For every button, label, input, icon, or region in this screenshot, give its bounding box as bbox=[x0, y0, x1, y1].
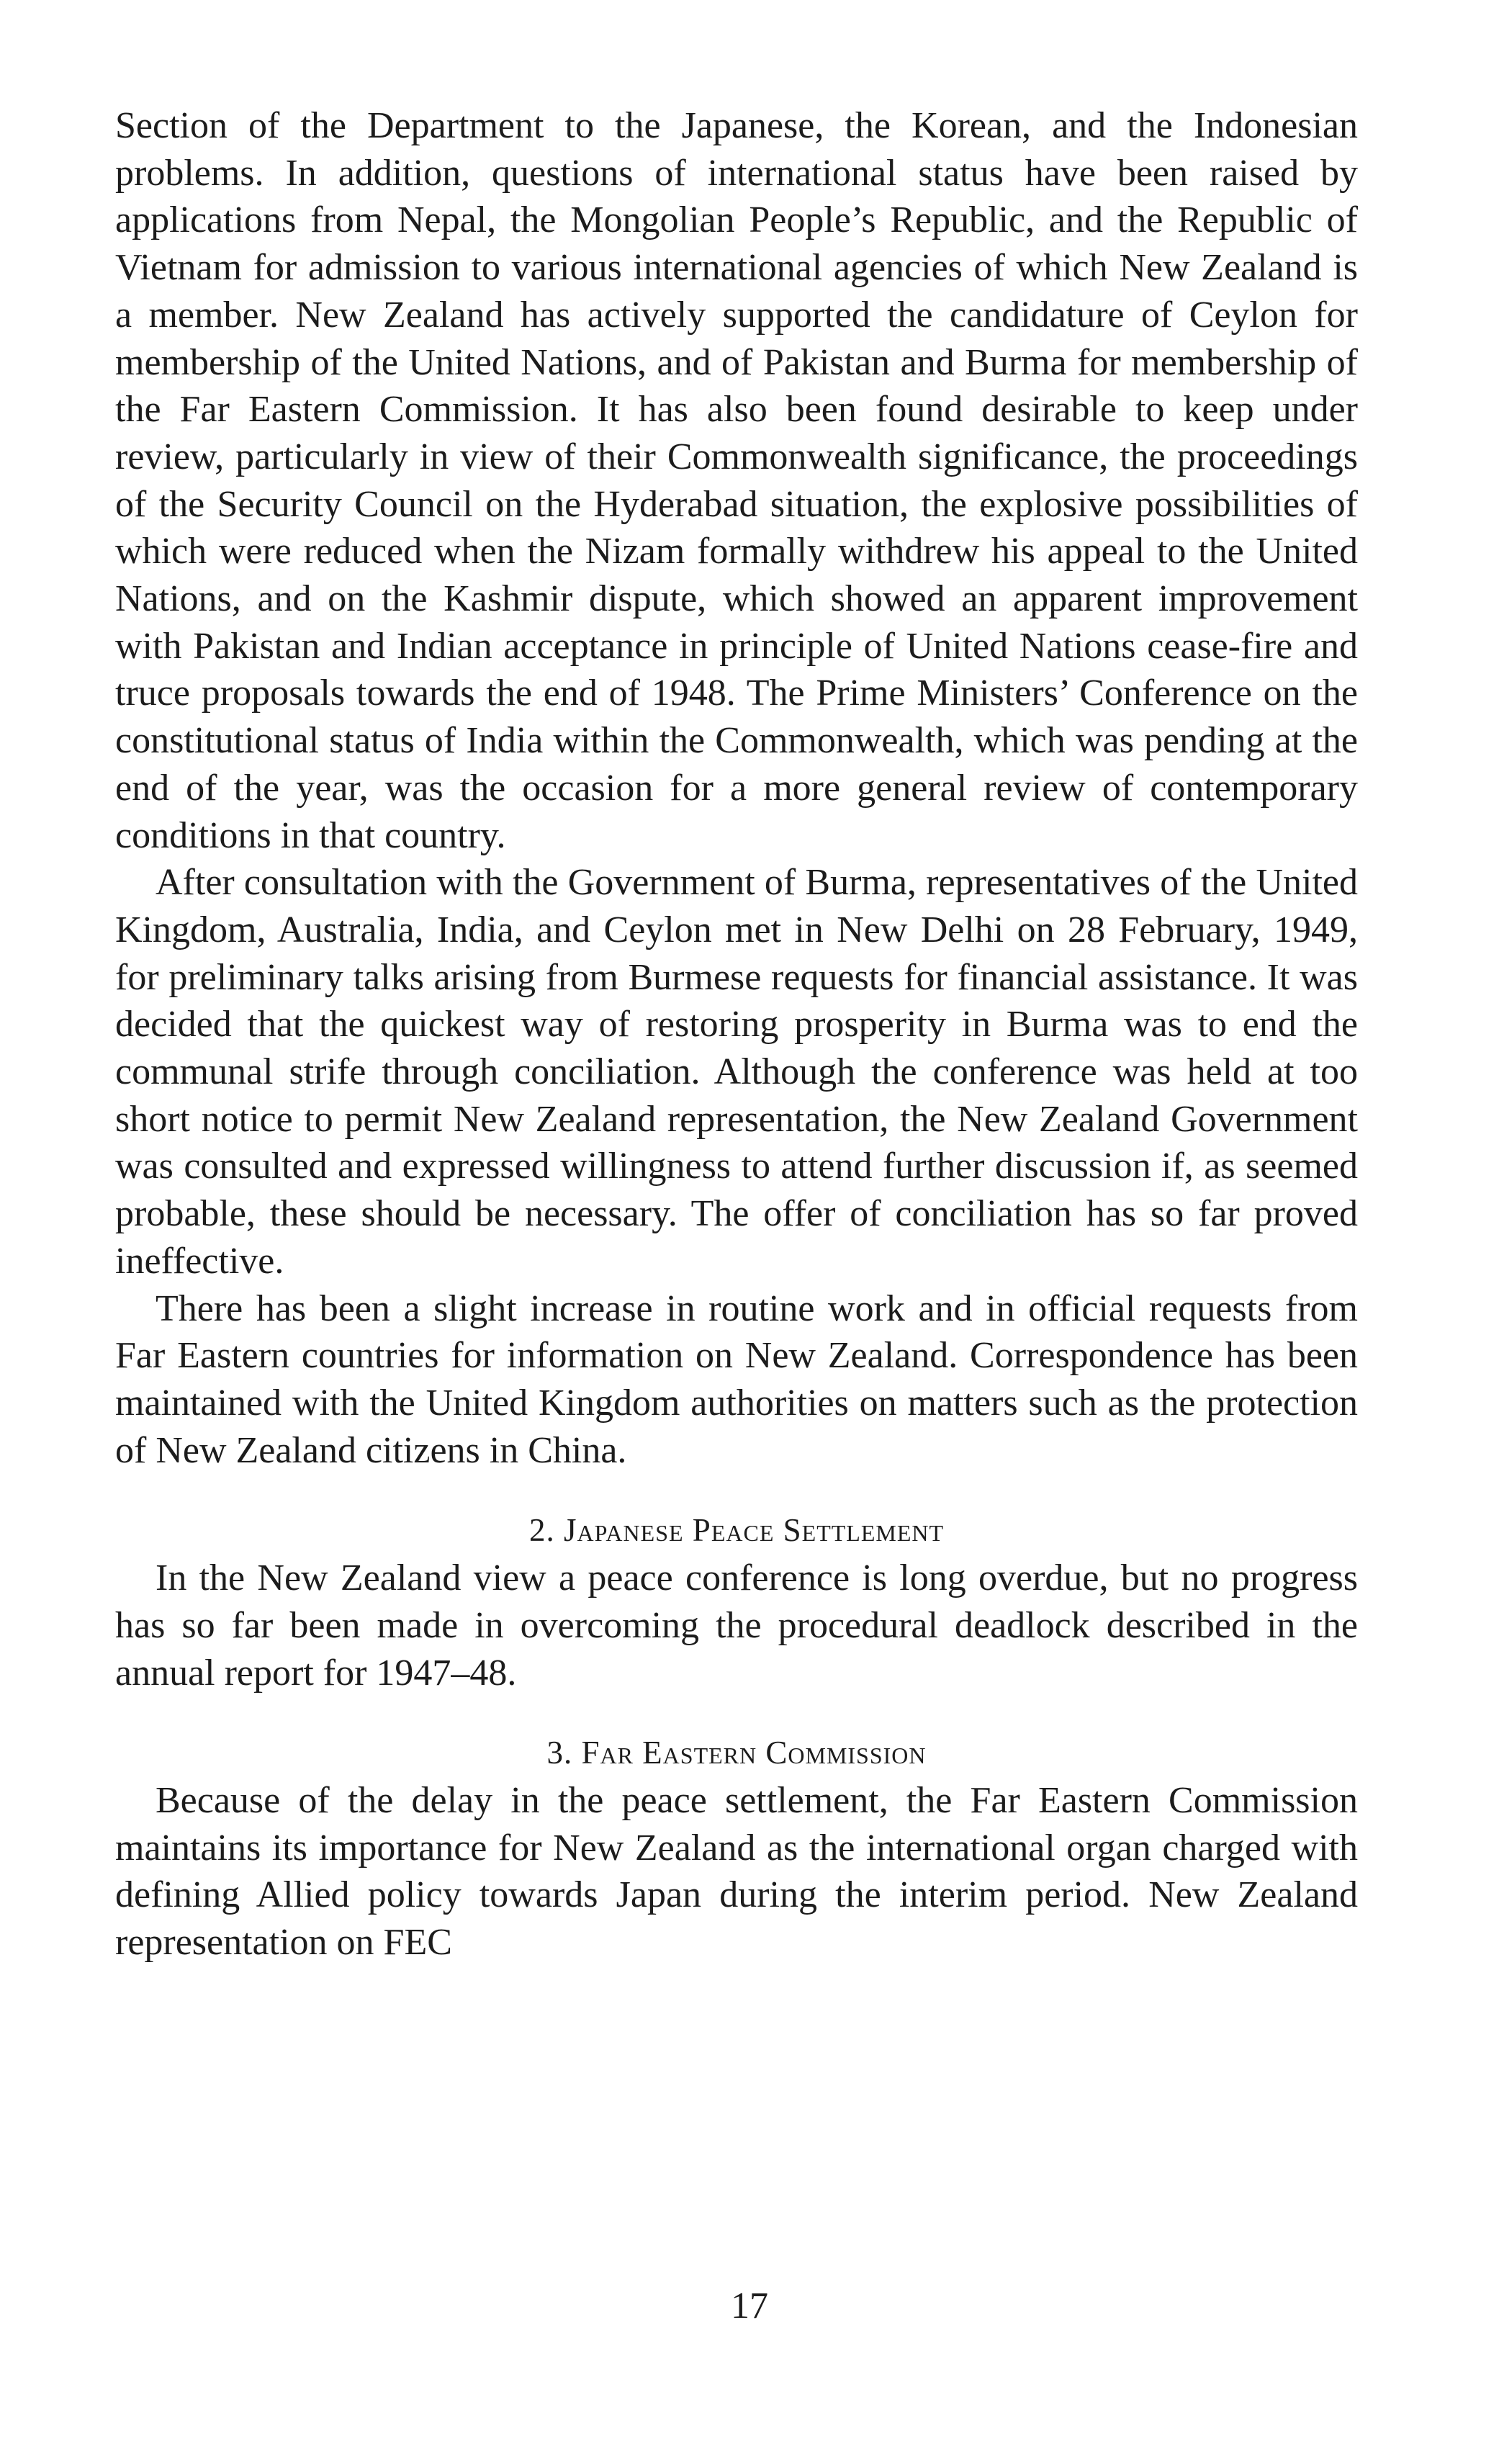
section-heading-far-eastern-commission: 3. Far Eastern Commission bbox=[546, 1735, 927, 1771]
page-body bbox=[115, 102, 1358, 1966]
paragraph-routine-work: There has been a slight increase in routine work and in official requests from Far Eastern countries for information on New Zealand. Correspondence has been maintained with the United Kingdom authorities on matters such as the protection of New Zealand citizens in China. bbox=[115, 1287, 1358, 1471]
section-heading-japanese-peace-settlement: 2. Japanese Peace Settlement bbox=[528, 1512, 945, 1549]
paragraph-peace-conference: In the New Zealand view a peace conference is long overdue, but no progress has so far been made in overcoming the procedural deadlock described in the annual report for 1947–48. bbox=[115, 1557, 1358, 1694]
paragraph-fec-importance: Because of the delay in the peace settlement, the Far Eastern Commission maintains its importance for New Zealand as the international organ charged with defining Allied policy towards Japan during the interim period. New Zealand representation on FEC bbox=[115, 1779, 1358, 1964]
paragraph-burma-talks: After consultation with the Government of Burma, representatives of the United Kingdom, Australia, India, and Ceylon met in New Delhi on 28 February, 1949, for preliminary talks arising from Burmese requests for financial assistance. It was decided that the quickest way of restoring prosperity in Burma was to end the communal strife through conciliation. Although the conference was held at too short notice to permit New Zealand representation, the New Zealand Government was consulted and expressed willingness to attend further discussion if, as seemed probable, these should be necessary. The offer of conciliation has so far proved ineffective. bbox=[115, 862, 1358, 1282]
page-number: 17 bbox=[731, 2285, 768, 2326]
paragraph-indonesian-problems: Section of the Department to the Japanese, the Korean, and the Indonesian problems. In addition, questions of international status have been raised by applications from Nepal, the Mongolian People’s Republic, and the Republic of Vietnam for admission to various international agencies of which New Zealand is a member. New Zealand has actively supported the candidature of Ceylon for membership of the United Nations, and of Pakistan and Burma for membership of the Far Eastern Commission. It has also been found desirable to keep under review, particularly in view of their Commonwealth significance, the proceedings of the Security Council on the Hyderabad situation, the explosive possibilities of which were reduced when the Nizam formally withdrew his appeal to the United Nations, and on the Kashmir dispute, which showed an apparent improvement with Pakistan and Indian acceptance in principle of United Nations cease-fire and truce proposals towards the end of 1948. The Prime Ministers’ Conference on the constitutional status of India within the Commonwealth, which was pending at the end of the year, was the occasion for a more general review of contemporary conditions in that country. bbox=[115, 105, 1358, 856]
